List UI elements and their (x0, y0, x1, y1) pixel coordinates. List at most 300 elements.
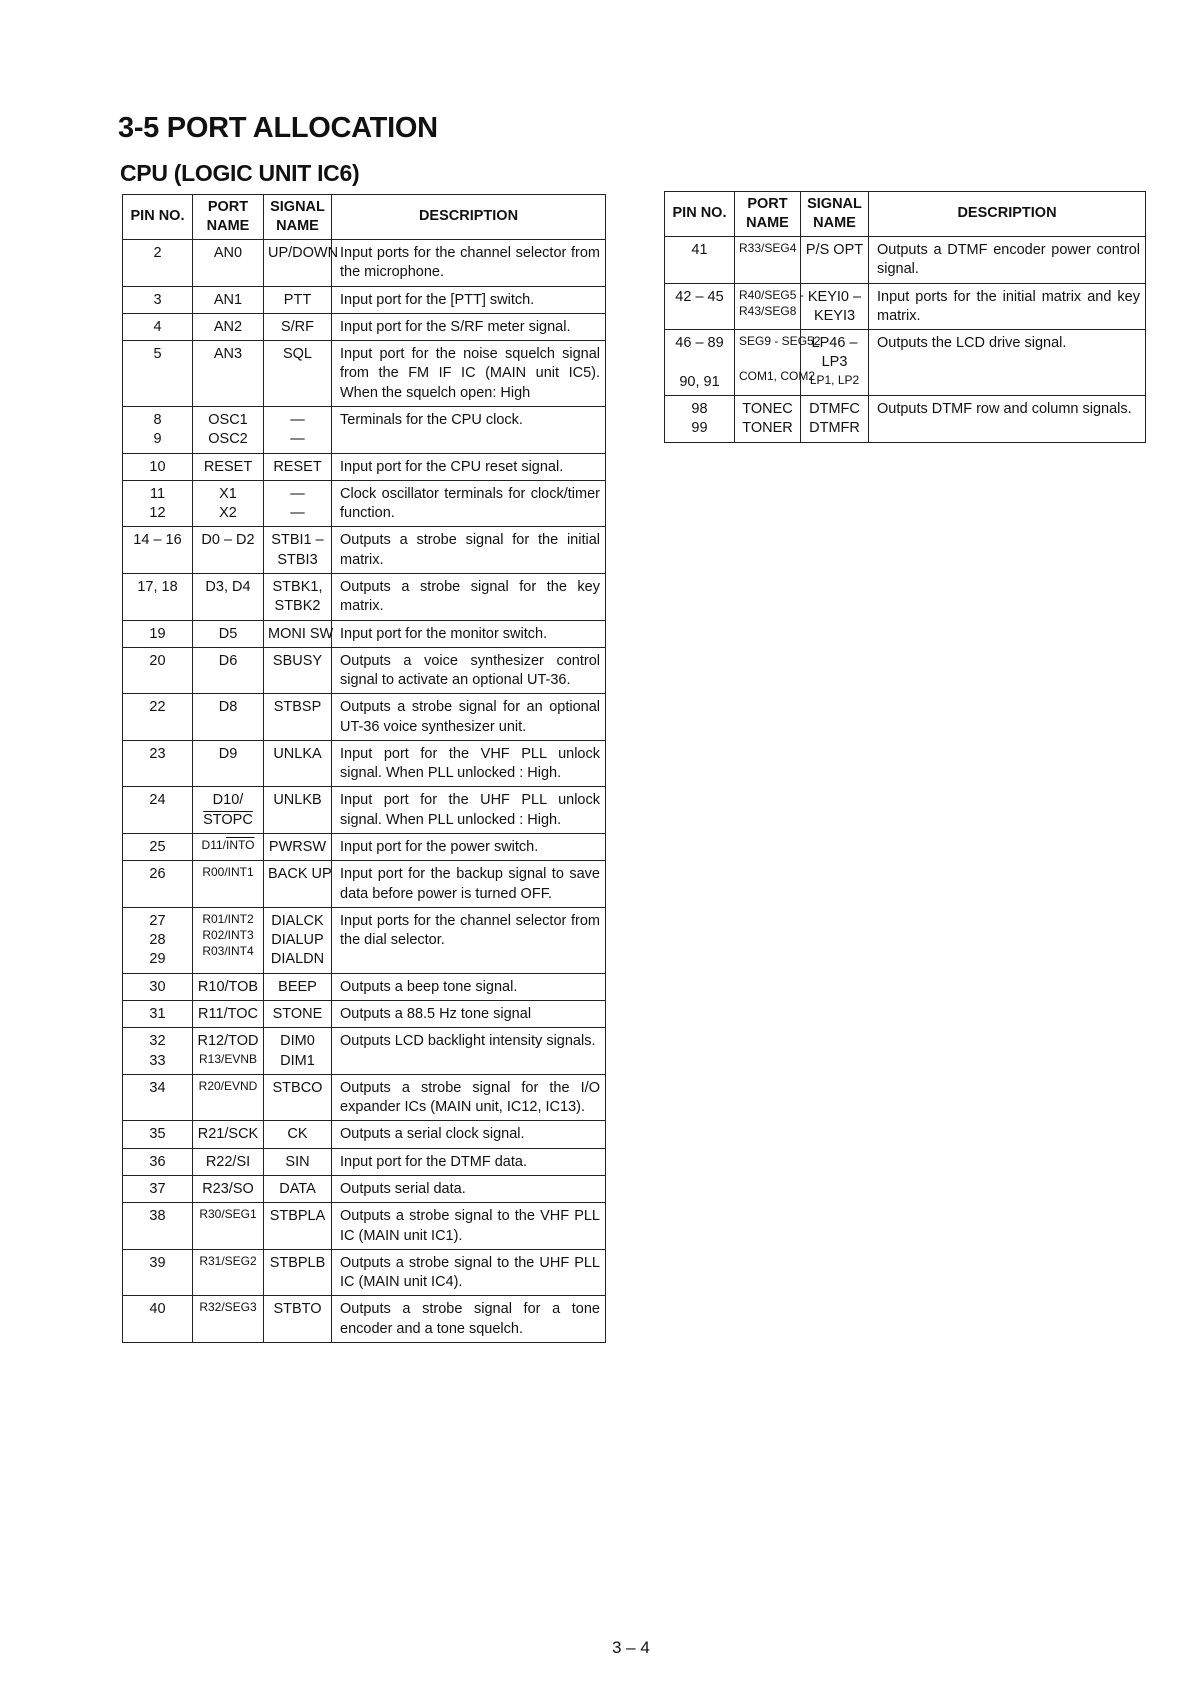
pin-cell (123, 787, 193, 834)
header-signal-line1: SIGNAL (270, 198, 325, 215)
signal-name-cell (264, 527, 332, 574)
port-line: D5 (218, 625, 238, 642)
description-cell: Outputs a strobe signal to the VHF PLL IC (MAIN unit IC1). (332, 1203, 606, 1250)
signal-line: — (290, 411, 305, 428)
pin-cell (123, 1203, 193, 1250)
pin-cell (123, 341, 193, 407)
description-cell: Outputs a 88.5 Hz tone signal (332, 1001, 606, 1028)
port-name-cell (193, 694, 264, 741)
signal-line: STBPLB (269, 1254, 326, 1271)
port-name-cell (735, 237, 801, 284)
description-cell: Input port for the power switch. (332, 834, 606, 861)
port-name-cell (193, 1074, 264, 1121)
port-name-cell (193, 907, 264, 973)
description-cell: Input port for the CPU reset signal. (332, 453, 606, 480)
signal-name-cell (801, 283, 869, 330)
pin-line: 41 (691, 242, 708, 258)
signal-line: UP/DOWN (268, 245, 339, 261)
signal-line: STBTO (273, 1301, 322, 1318)
pin-line: 30 (149, 978, 166, 995)
table-row (123, 907, 606, 973)
header-signal-name (264, 195, 332, 240)
signal-name-cell (264, 647, 332, 694)
signal-line: DIALDN (270, 951, 325, 968)
description-cell: Outputs the LCD drive signal. (869, 330, 1146, 396)
signal-name-cell (264, 341, 332, 407)
port-line: AN2 (213, 318, 243, 335)
pin-cell (123, 861, 193, 908)
port-line: D3, D4 (205, 578, 251, 595)
port-line: AN3 (213, 346, 243, 363)
signal-name-cell (264, 740, 332, 787)
port-name-cell (193, 341, 264, 407)
description-cell: Outputs a strobe signal for the initial matrix. (332, 527, 606, 574)
table-row (665, 330, 1146, 396)
signal-name-cell (264, 1121, 332, 1148)
port-line: AN0 (213, 245, 243, 261)
left-table-body (123, 240, 606, 1343)
signal-line: S/RF (280, 318, 315, 335)
port-table-left (122, 194, 606, 1343)
description-cell: Input ports for the initial matrix and key matrix. (869, 283, 1146, 330)
table-row (123, 787, 606, 834)
port-line (739, 350, 796, 369)
description-cell: Outputs a voice synthesizer control signal to activate an optional UT-36. (332, 647, 606, 694)
pin-line: 33 (149, 1052, 166, 1069)
header-pin-no: PIN NO. (123, 195, 193, 240)
header-port-line2: NAME (206, 218, 250, 234)
port-line: D11/INTO (201, 838, 255, 853)
pin-cell (123, 1296, 193, 1343)
signal-line: SBUSY (272, 652, 323, 669)
pin-line: 28 (149, 932, 166, 949)
pin-line: 23 (149, 745, 166, 762)
table-row (123, 240, 606, 287)
signal-name-cell (264, 907, 332, 973)
pin-line: 32 (149, 1033, 166, 1050)
pin-cell (123, 1028, 193, 1075)
signal-name-cell (264, 1249, 332, 1296)
description-cell: Clock oscillator terminals for clock/timer function. (332, 480, 606, 527)
pin-cell (123, 480, 193, 527)
pin-line: 5 (153, 346, 162, 363)
port-line: R30/SEG1 (199, 1207, 257, 1222)
table-row (123, 453, 606, 480)
pin-cell (123, 313, 193, 340)
pin-cell (123, 286, 193, 313)
port-name-cell (193, 1203, 264, 1250)
signal-line: — (290, 431, 305, 448)
signal-line: SIN (285, 1153, 310, 1170)
port-name-cell (193, 973, 264, 1000)
pin-line: 36 (149, 1153, 166, 1170)
port-line: R33/SEG4 (739, 241, 797, 255)
description-cell: Input port for the UHF PLL unlock signal. When PLL unlocked : High. (332, 787, 606, 834)
signal-line: STONE (272, 1006, 323, 1022)
port-line: R02/INT3 (202, 927, 254, 942)
header-row (123, 195, 606, 240)
signal-name-cell (264, 973, 332, 1000)
pin-line: 8 (153, 411, 162, 428)
header-description: DESCRIPTION (869, 192, 1146, 237)
pin-cell (123, 1121, 193, 1148)
pin-line: 99 (691, 420, 708, 437)
signal-line: STBI3 (277, 551, 318, 568)
signal-name-cell (264, 861, 332, 908)
signal-line: LP1, LP2 (809, 372, 860, 387)
port-line: R12/TOD (197, 1033, 259, 1050)
port-name-cell (193, 1296, 264, 1343)
pin-line: 46 – 89 (675, 335, 724, 352)
pin-line: 37 (149, 1180, 166, 1197)
port-line: SEG9 - SEG52 (739, 334, 821, 349)
signal-line: DIM0 (280, 1033, 315, 1050)
port-line: D9 (218, 745, 238, 762)
signal-name-cell (264, 240, 339, 287)
table-row (123, 480, 606, 527)
pin-line: 25 (149, 839, 166, 856)
pin-line: 17, 18 (137, 578, 178, 595)
description-cell: Input port for the noise squelch signal from the FM IF IC (MAIN unit IC5). When the squelch open: High (332, 341, 606, 407)
port-line: R31/SEG2 (199, 1253, 257, 1268)
port-line: RESET (203, 458, 253, 475)
table-row (123, 620, 606, 647)
port-name-cell (193, 406, 264, 453)
pin-cell (123, 740, 193, 787)
pin-cell (123, 406, 193, 453)
table-row (123, 973, 606, 1000)
port-name-cell (193, 527, 264, 574)
port-line: D10/ (212, 792, 244, 809)
signal-line: DIM1 (280, 1052, 315, 1069)
port-line: D8 (218, 699, 238, 716)
description-cell: Input port for the backup signal to save data before power is turned OFF. (332, 861, 606, 908)
signal-name-cell (264, 834, 332, 861)
port-line: R13/EVNB (198, 1051, 258, 1066)
description-cell: Input ports for the channel selector from the dial selector. (332, 907, 606, 973)
header-port-name (193, 195, 264, 240)
signal-name-cell (801, 237, 869, 284)
pin-line: 12 (149, 505, 166, 522)
pin-line: 27 (149, 912, 166, 929)
pin-cell (123, 973, 193, 1000)
header-port-line1: PORT (747, 195, 788, 212)
pin-cell (123, 907, 193, 973)
port-line: R03/INT4 (202, 943, 254, 958)
table-row (123, 647, 606, 694)
header-pin-no: PIN NO. (665, 192, 735, 237)
pin-line: 20 (149, 652, 166, 669)
description-cell: Outputs a strobe signal to the UHF PLL IC (MAIN unit IC4). (332, 1249, 606, 1296)
signal-line: STBI1 – (271, 532, 324, 549)
header-port-name (735, 192, 801, 237)
description-cell: Terminals for the CPU clock. (332, 406, 606, 453)
description-cell: Outputs a strobe signal for an optional UT-36 voice synthesizer unit. (332, 694, 606, 741)
pin-line: 34 (149, 1079, 166, 1096)
port-line: OSC1 (208, 411, 248, 428)
port-name-cell (735, 283, 804, 330)
description-cell: Outputs a strobe signal for the key matrix. (332, 573, 606, 620)
description-cell: Outputs a serial clock signal. (332, 1121, 606, 1148)
signal-line: — (290, 505, 305, 522)
port-name-cell (193, 1148, 264, 1175)
description-cell: Outputs a DTMF encoder power control signal. (869, 237, 1146, 284)
table-row (123, 1148, 606, 1175)
port-name-cell (193, 480, 264, 527)
pin-line: 26 (149, 866, 166, 883)
header-signal-name (801, 192, 869, 237)
pin-line: 3 (153, 291, 162, 308)
pin-cell (123, 647, 193, 694)
signal-line: DTMFR (809, 420, 860, 437)
signal-name-cell (264, 1001, 332, 1028)
signal-line: RESET (273, 458, 322, 475)
port-line: R00/INT1 (202, 865, 254, 880)
signal-name-cell (264, 313, 332, 340)
signal-name-cell (264, 1148, 332, 1175)
signal-line: DATA (279, 1180, 316, 1197)
signal-line: STBSP (273, 699, 322, 716)
table-row (123, 1249, 606, 1296)
table-row (123, 740, 606, 787)
table-row (123, 286, 606, 313)
port-line: R40/SEG5 - (739, 287, 804, 302)
pin-cell (123, 240, 193, 287)
pin-line: 2 (153, 245, 162, 261)
table-row (123, 861, 606, 908)
description-cell: Outputs DTMF row and column signals. (869, 395, 1146, 442)
signal-name-cell (264, 787, 332, 834)
pin-line: 98 (691, 400, 708, 417)
signal-line: MONI SW (268, 625, 334, 642)
port-line: R11/TOC (198, 1006, 258, 1022)
pin-line: 39 (149, 1254, 166, 1271)
page-number: 3 – 4 (612, 1638, 650, 1657)
table-row (123, 1296, 606, 1343)
pin-line: 9 (153, 431, 162, 448)
pin-line: 42 – 45 (675, 288, 724, 305)
pin-line: 14 – 16 (133, 532, 182, 549)
header-port-line2: NAME (746, 215, 789, 231)
signal-name-cell (264, 480, 332, 527)
port-name-cell (193, 240, 264, 287)
pin-cell (123, 1074, 193, 1121)
port-name-cell (193, 1175, 264, 1202)
table-row (665, 283, 1146, 330)
signal-line: LP3 (821, 354, 848, 371)
port-name-cell (193, 834, 264, 861)
signal-name-cell (264, 1296, 332, 1343)
table-title: CPU (LOGIC UNIT IC6) (120, 160, 360, 186)
pin-line: 10 (149, 458, 166, 475)
port-name-cell (193, 1001, 264, 1028)
table-row (665, 395, 1146, 442)
port-line: R43/SEG8 (739, 303, 797, 318)
table-row (123, 694, 606, 741)
table-row (123, 1028, 606, 1075)
signal-name-cell (264, 286, 332, 313)
table-row (123, 834, 606, 861)
signal-line: PTT (283, 291, 312, 308)
pin-line: 29 (149, 951, 166, 968)
signal-line: SQL (282, 346, 312, 363)
signal-name-cell (801, 395, 869, 442)
right-table-body (665, 237, 1146, 443)
header-port-line1: PORT (207, 198, 249, 215)
signal-name-cell (264, 453, 332, 480)
pin-line: 11 (149, 485, 166, 502)
pin-line (669, 353, 730, 372)
port-line: X1 (219, 485, 237, 502)
port-name-cell (735, 330, 821, 396)
signal-name-cell (264, 1175, 332, 1202)
port-line: COM1, COM2 (739, 369, 816, 384)
signal-line: DIALUP (271, 932, 324, 949)
description-cell: Outputs a strobe signal for a tone encoder and a tone squelch. (332, 1296, 606, 1343)
port-line: R21/SCK (197, 1126, 259, 1143)
port-name-cell (193, 861, 264, 908)
signal-name-cell (264, 406, 332, 453)
signal-line: LP46 – (811, 335, 858, 352)
description-cell: Input port for the VHF PLL unlock signal. When PLL unlocked : High. (332, 740, 606, 787)
port-line: R01/INT2 (202, 911, 254, 926)
signal-line: KEYI3 (813, 307, 856, 324)
table-row (123, 527, 606, 574)
port-name-cell (193, 620, 264, 647)
pin-line: 90, 91 (679, 373, 720, 390)
header-signal-line2: NAME (276, 218, 319, 234)
signal-line: DTMFC (809, 400, 860, 417)
table-row (123, 1074, 606, 1121)
port-line: OSC2 (208, 431, 248, 448)
header-description: DESCRIPTION (332, 195, 606, 240)
port-line: R23/SO (202, 1180, 254, 1197)
pin-cell (123, 1148, 193, 1175)
port-name-cell (193, 286, 264, 313)
table-row (123, 573, 606, 620)
signal-line: P/S OPT (805, 242, 864, 258)
port-name-cell (193, 453, 264, 480)
signal-name-cell (264, 1203, 332, 1250)
pin-cell (123, 1001, 193, 1028)
port-name-cell (193, 787, 264, 834)
pin-line: 24 (149, 792, 166, 809)
table-row (123, 1203, 606, 1250)
port-name-cell (193, 573, 264, 620)
port-line: AN1 (213, 291, 243, 308)
port-line: D6 (218, 652, 238, 669)
table-row (123, 406, 606, 453)
signal-line: CK (287, 1126, 308, 1143)
pin-cell (665, 283, 735, 330)
port-name-cell (193, 1121, 264, 1148)
header-signal-line1: SIGNAL (807, 195, 862, 212)
signal-line: — (290, 485, 305, 502)
description-cell: Input port for the monitor switch. (332, 620, 606, 647)
signal-name-cell (264, 694, 332, 741)
pin-cell (123, 834, 193, 861)
pin-line: 38 (149, 1208, 166, 1225)
signal-line: BACK UP (268, 866, 332, 883)
signal-line: STBK2 (274, 598, 321, 615)
description-cell: Input port for the DTMF data. (332, 1148, 606, 1175)
description-cell: Outputs serial data. (332, 1175, 606, 1202)
port-line: R20/EVND (198, 1078, 258, 1093)
description-cell: Outputs LCD backlight intensity signals. (332, 1028, 606, 1075)
signal-line: UNLKA (273, 745, 322, 762)
pin-line: 22 (149, 699, 166, 716)
signal-line: STBPLA (269, 1208, 326, 1225)
port-line: R22/SI (205, 1153, 251, 1170)
signal-line: STBCO (272, 1079, 323, 1096)
pin-line: 4 (153, 318, 162, 335)
pin-line: 19 (149, 625, 166, 642)
pin-cell (123, 694, 193, 741)
pin-line: 31 (149, 1006, 166, 1022)
pin-cell (665, 330, 735, 396)
section-title: 3-5 PORT ALLOCATION (118, 112, 438, 144)
description-cell: Input port for the [PTT] switch. (332, 286, 606, 313)
port-line: X2 (219, 505, 237, 522)
port-name-cell (193, 1028, 264, 1075)
port-line: STOPC (203, 811, 253, 828)
header-signal-line2: NAME (813, 215, 856, 231)
pin-cell (123, 527, 193, 574)
description-cell: Input ports for the channel selector from the microphone. (332, 240, 606, 287)
description-cell: Outputs a strobe signal for the I/O expander ICs (MAIN unit, IC12, IC13). (332, 1074, 606, 1121)
pin-cell (123, 620, 193, 647)
table-row (123, 1175, 606, 1202)
signal-name-cell (264, 620, 332, 647)
port-name-cell (193, 1249, 264, 1296)
port-name-cell (735, 395, 801, 442)
port-line: TONER (742, 420, 793, 437)
port-line: R10/TOB (197, 978, 259, 995)
port-name-cell (193, 313, 264, 340)
pin-cell (665, 237, 735, 284)
port-line: D0 – D2 (201, 532, 255, 549)
pin-cell (123, 1249, 193, 1296)
table-row (123, 1121, 606, 1148)
table-row (665, 237, 1146, 284)
description-cell: Input port for the S/RF meter signal. (332, 313, 606, 340)
signal-line: STBK1, (272, 578, 323, 595)
signal-line: KEYI0 – (807, 288, 862, 305)
pin-cell (123, 573, 193, 620)
table-row (123, 313, 606, 340)
table-row (123, 341, 606, 407)
pin-cell (123, 1175, 193, 1202)
pin-cell (123, 453, 193, 480)
table-row (123, 1001, 606, 1028)
header-row (665, 192, 1146, 237)
signal-name-cell (264, 573, 332, 620)
port-table-right (664, 191, 1146, 443)
port-line: TONEC (742, 400, 793, 417)
pin-line: 40 (149, 1301, 166, 1318)
pin-cell (665, 395, 735, 442)
description-cell: Outputs a beep tone signal. (332, 973, 606, 1000)
port-name-cell (193, 740, 264, 787)
signal-line: BEEP (278, 978, 317, 995)
pin-line: 35 (149, 1126, 166, 1143)
signal-line: UNLKB (273, 792, 322, 809)
signal-name-cell (264, 1074, 332, 1121)
port-line: R32/SEG3 (199, 1300, 257, 1315)
signal-name-cell (264, 1028, 332, 1075)
signal-line: PWRSW (268, 839, 327, 856)
signal-line: DIALCK (271, 912, 324, 929)
